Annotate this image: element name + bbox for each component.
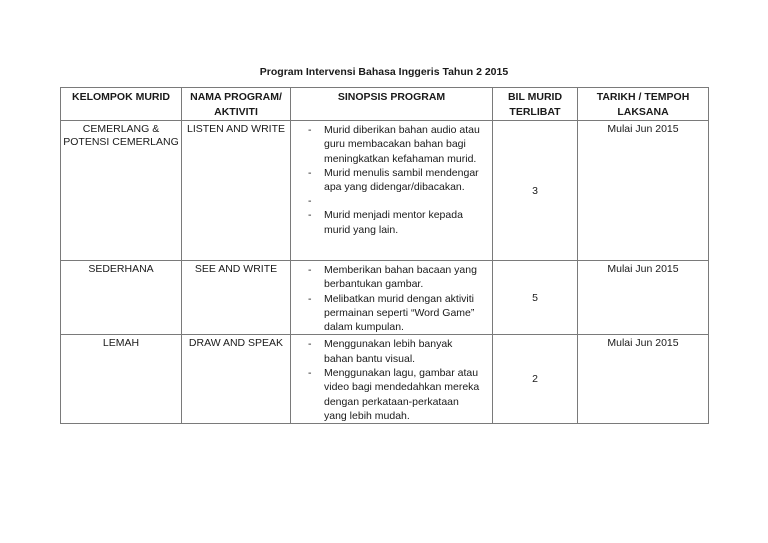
synopsis-item: - Menggunakan lebih banyak bahan bantu visual.	[291, 337, 492, 366]
synopsis-cell	[291, 335, 493, 424]
date-cell: Mulai Jun 2015	[578, 261, 709, 335]
program-table	[60, 87, 709, 424]
date-cell: Mulai Jun 2015	[578, 121, 709, 261]
synopsis-list	[291, 335, 492, 423]
student-count-cell: 3	[493, 121, 578, 261]
header-sinopsis-program: SINOPSIS PROGRAM	[291, 88, 493, 121]
header-row	[61, 88, 709, 121]
program-cell: LISTEN AND WRITE	[182, 121, 291, 261]
student-count-cell: 5	[493, 261, 578, 335]
synopsis-list	[291, 121, 492, 237]
synopsis-item: - Memberikan bahan bacaan yang berbantukan gambar.	[291, 263, 492, 292]
program-cell: DRAW AND SPEAK	[182, 335, 291, 424]
header-kelompok-murid: KELOMPOK MURID	[61, 88, 182, 121]
synopsis-item: - Murid menjadi mentor kepada murid yang lain.	[291, 208, 492, 237]
synopsis-item: - Melibatkan murid dengan aktiviti permainan seperti “Word Game” dalam kumpulan.	[291, 292, 492, 335]
group-cell: SEDERHANA	[61, 261, 182, 335]
synopsis-item: - Murid menulis sambil mendengar apa yang didengar/dibacakan.	[291, 166, 492, 195]
synopsis-cell	[291, 261, 493, 335]
synopsis-item: - Murid diberikan bahan audio atau guru membacakan bahan bagi meningkatkan kefahaman murid.	[291, 123, 492, 166]
document-title: Program Intervensi Bahasa Inggeris Tahun 2 2015	[259, 66, 509, 78]
group-cell: LEMAH	[61, 335, 182, 424]
student-count-cell: 2	[493, 335, 578, 424]
program-cell: SEE AND WRITE	[182, 261, 291, 335]
synopsis-item: - Menggunakan lagu, gambar atau video bagi mendedahkan mereka dengan perkataan-perkataan yang lebih mudah.	[291, 366, 492, 423]
group-cell: CEMERLANG & POTENSI CEMERLANG	[61, 121, 182, 261]
table-row	[61, 121, 709, 261]
header-tarikh-tempoh: TARIKH / TEMPOH LAKSANA	[578, 88, 709, 121]
synopsis-list	[291, 261, 492, 334]
date-cell: Mulai Jun 2015	[578, 335, 709, 424]
table-row	[61, 261, 709, 335]
table-row	[61, 335, 709, 424]
header-nama-program: NAMA PROGRAM/ AKTIVITI	[182, 88, 291, 121]
synopsis-cell	[291, 121, 493, 261]
synopsis-item	[291, 194, 492, 208]
header-bil-murid: BIL MURID TERLIBAT	[493, 88, 578, 121]
